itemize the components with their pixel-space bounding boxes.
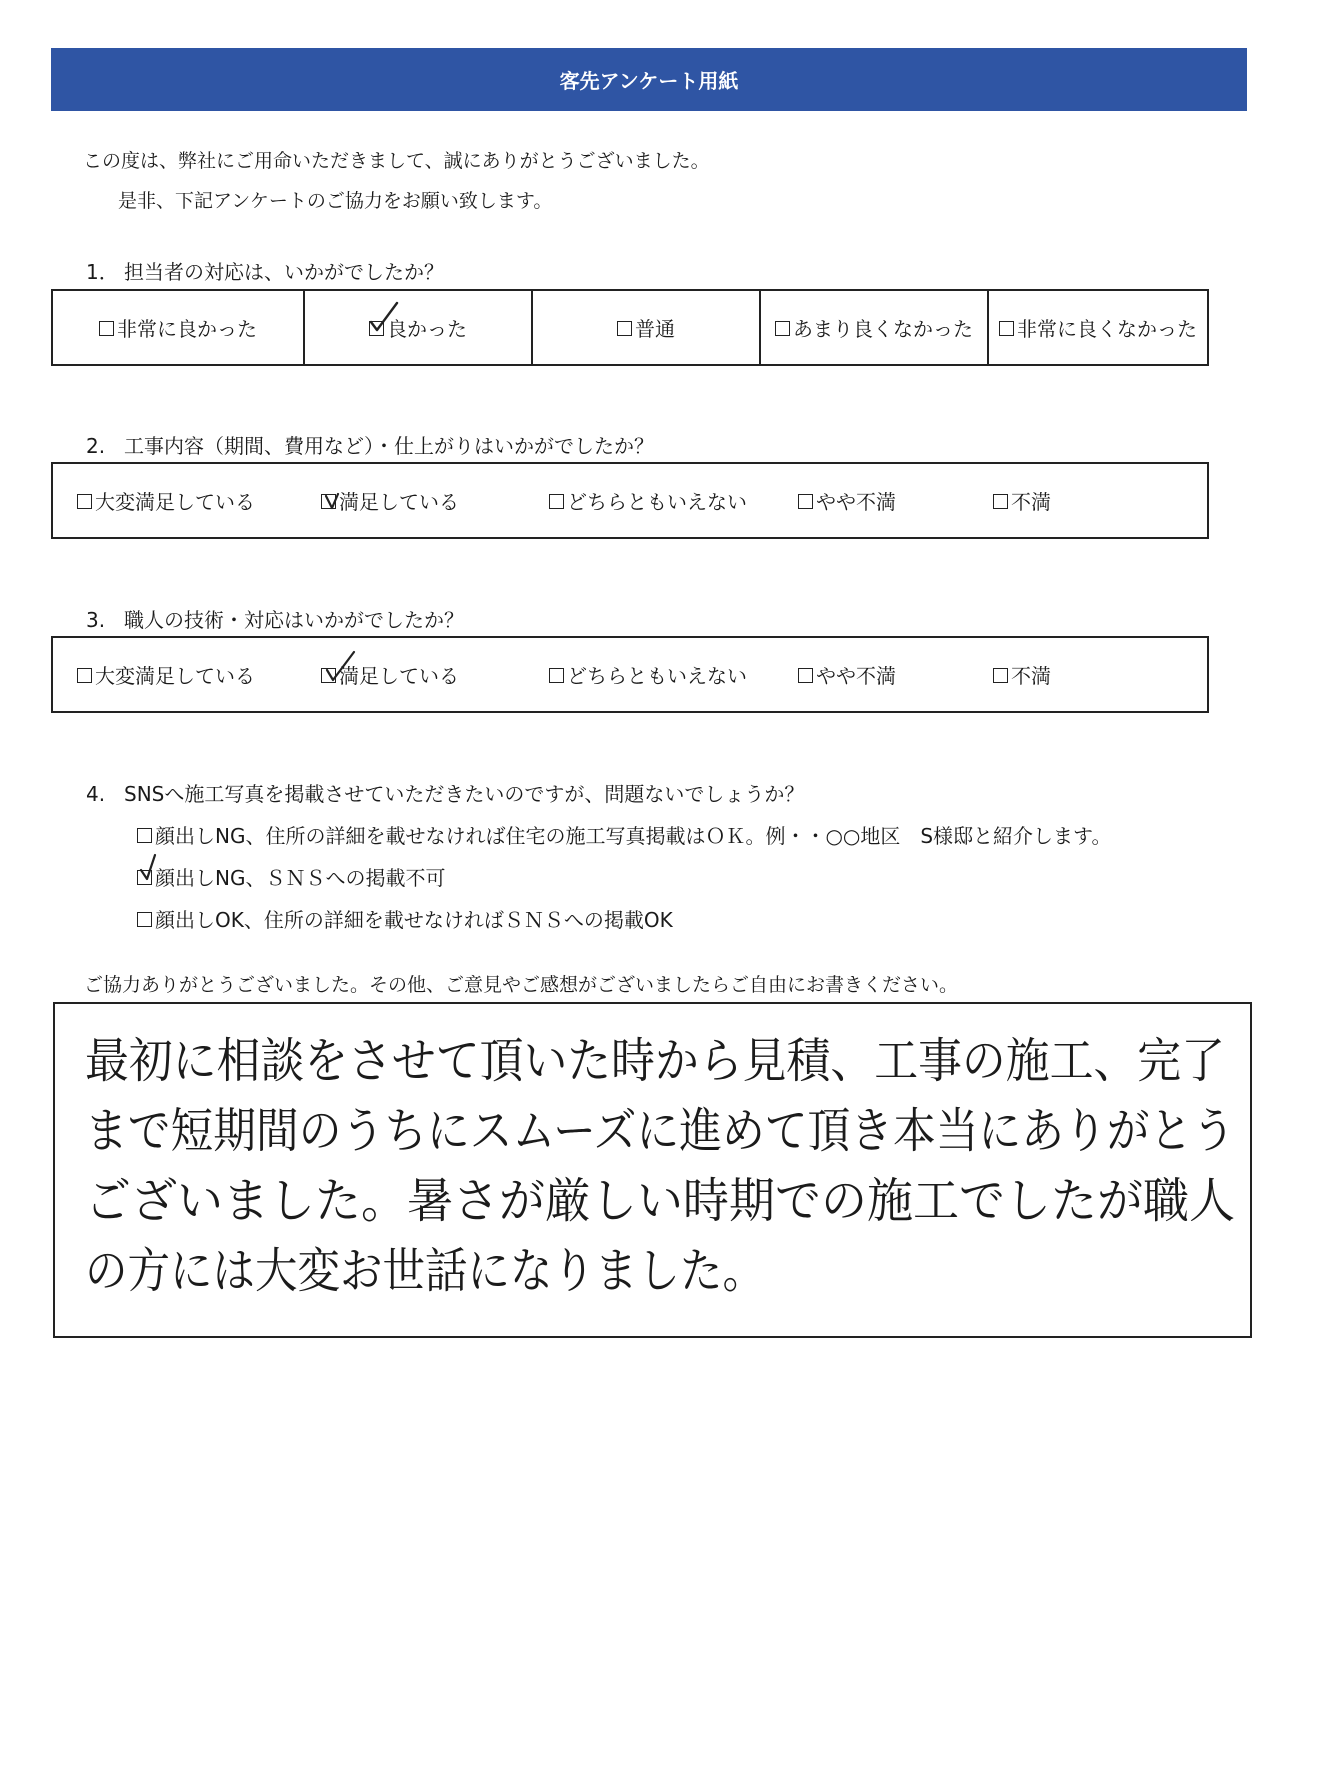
checkbox-icon[interactable] xyxy=(798,668,813,683)
q4-number: 4. xyxy=(86,782,106,806)
handwritten-line-4 xyxy=(85,1232,1245,1307)
q4-option-3[interactable] xyxy=(137,904,673,933)
q3-option-3[interactable] xyxy=(549,638,747,711)
q3-options-box xyxy=(51,636,1209,713)
checkbox-icon[interactable] xyxy=(999,321,1014,336)
checkbox-icon[interactable] xyxy=(549,494,564,509)
q2-option-3[interactable] xyxy=(549,464,747,537)
q1-option-1-label: 非常に良かった xyxy=(117,317,257,341)
form-title: 客先アンケート用紙 xyxy=(559,69,739,93)
q4-text: SNSへ施工写真を掲載させていただきたいのですが、問題ないでしょうか？ xyxy=(124,782,805,806)
q3-option-2-label: 満足している xyxy=(339,664,459,688)
q2-options-box xyxy=(51,462,1209,539)
q1-option-1[interactable] xyxy=(53,291,303,364)
q2-check-mark-icon xyxy=(323,486,357,520)
q1-text: 担当者の対応は、いかがでしたか？ xyxy=(124,260,444,284)
q4-option-3-label: 顔出しOK、住所の詳細を載せなければＳＮＳへの掲載OK xyxy=(155,908,673,932)
checkbox-icon[interactable] xyxy=(137,828,152,843)
q2-text: 工事内容（期間、費用など）・仕上がりはいかがでしたか？ xyxy=(124,434,654,458)
q3-option-4-label: やや不満 xyxy=(816,664,896,688)
form-title-banner xyxy=(51,48,1247,111)
q1-option-4[interactable] xyxy=(759,291,987,364)
q3-number: 3. xyxy=(86,608,106,632)
q2-option-4-label: やや不満 xyxy=(816,490,896,514)
free-comment-label: ご協力ありがとうございました。その他、ご意見やご感想がございましたらご自由にお書きください。 xyxy=(84,974,959,996)
q2-title xyxy=(86,430,654,459)
q2-option-5[interactable] xyxy=(993,464,1051,537)
q3-option-1-label: 大変満足している xyxy=(95,664,255,688)
handwritten-line-4-text: の方には大変お世話になりました。 xyxy=(85,1243,765,1299)
checkbox-icon[interactable] xyxy=(775,321,790,336)
q4-option-2-label: 顔出しNG、ＳＮＳへの掲載不可 xyxy=(155,866,446,890)
q1-option-3-label: 普通 xyxy=(635,317,675,341)
checkbox-icon[interactable] xyxy=(99,321,114,336)
q4-option-1[interactable] xyxy=(137,820,1111,849)
q3-option-3-label: どちらともいえない xyxy=(567,664,747,688)
q2-option-5-label: 不満 xyxy=(1011,490,1051,514)
handwritten-line-1-text: 最初に相談をさせて頂いた時から見積、工事の施工、完了 xyxy=(85,1033,1225,1089)
q2-option-1[interactable] xyxy=(77,464,255,537)
q1-number: 1． xyxy=(86,260,119,284)
checkbox-icon[interactable] xyxy=(549,668,564,683)
checkbox-icon[interactable] xyxy=(617,321,632,336)
q4-check-mark-icon xyxy=(138,852,172,886)
q2-option-4[interactable] xyxy=(798,464,896,537)
q3-option-5-label: 不満 xyxy=(1011,664,1051,688)
handwritten-line-3 xyxy=(85,1162,1245,1237)
q1-option-3[interactable] xyxy=(531,291,759,364)
q3-title xyxy=(86,604,464,633)
handwritten-line-3-text: ございました。暑さが厳しい時期での施工でしたが職人 xyxy=(85,1173,1235,1229)
q1-title xyxy=(86,256,444,285)
checkbox-icon[interactable] xyxy=(798,494,813,509)
checkbox-icon[interactable] xyxy=(137,912,152,927)
checkbox-icon[interactable] xyxy=(77,668,92,683)
q1-check-mark-icon xyxy=(366,300,400,334)
q4-option-2[interactable] xyxy=(137,862,445,891)
q3-check-mark-icon xyxy=(324,650,358,684)
q2-option-3-label: どちらともいえない xyxy=(567,490,747,514)
intro-line-2: 是非、下記アンケートのご協力をお願い致します。 xyxy=(118,190,553,212)
checkbox-icon[interactable] xyxy=(993,494,1008,509)
q1-option-2[interactable] xyxy=(303,291,531,364)
q2-number: 2. xyxy=(86,434,106,458)
q1-option-5[interactable] xyxy=(987,291,1207,364)
handwritten-line-1 xyxy=(85,1022,1245,1097)
q1-option-5-label: 非常に良くなかった xyxy=(1017,317,1197,341)
checkbox-icon[interactable] xyxy=(993,668,1008,683)
q3-option-1[interactable] xyxy=(77,638,255,711)
handwritten-line-2 xyxy=(85,1092,1245,1167)
q3-option-5[interactable] xyxy=(993,638,1051,711)
q4-option-1-label: 顔出しNG、住所の詳細を載せなければ住宅の施工写真掲載はＯＫ。例・・○○地区 S様邸と紹介します。 xyxy=(155,824,1112,848)
intro-line-1: この度は、弊社にご用命いただきまして、誠にありがとうございました。 xyxy=(83,150,710,172)
q3-text: 職人の技術・対応はいかがでしたか？ xyxy=(124,608,464,632)
q3-option-4[interactable] xyxy=(798,638,896,711)
handwritten-line-2-text: まで短期間のうちにスムーズに進めて頂き本当にありがとう xyxy=(85,1103,1235,1159)
q4-title xyxy=(86,778,804,807)
q1-options-box xyxy=(51,289,1209,366)
q2-option-2-label: 満足している xyxy=(339,490,459,514)
q1-option-2-label: 良かった xyxy=(387,317,467,341)
checkbox-icon[interactable] xyxy=(77,494,92,509)
q2-option-1-label: 大変満足している xyxy=(95,490,255,514)
q1-option-4-label: あまり良くなかった xyxy=(793,317,973,341)
